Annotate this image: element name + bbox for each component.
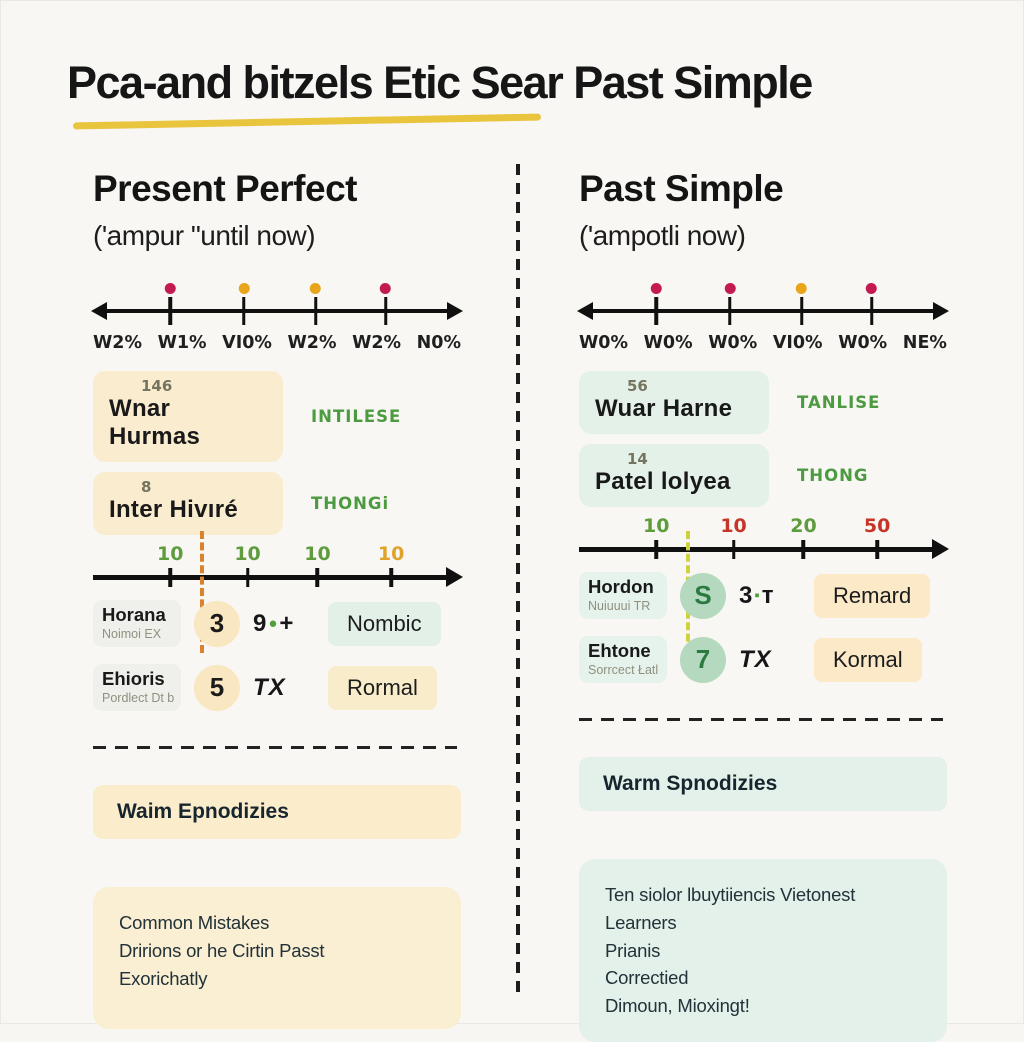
tick-label: W0% (579, 332, 629, 353)
row-subtitle: Pordlect Dt b (102, 691, 175, 706)
arrow-right-icon (933, 302, 949, 320)
axis-line (93, 575, 455, 580)
note-line: Prianis (605, 939, 661, 961)
timeline-dot (310, 283, 321, 294)
section-box: Waim Epnodizies (93, 785, 461, 839)
row-name: Hordon (588, 576, 654, 598)
axis-line (579, 547, 941, 552)
number-line-axis (579, 538, 947, 560)
number-line-tick (389, 568, 393, 587)
arrow-left-icon (577, 302, 593, 320)
info-label: Patel lolyea (595, 467, 731, 495)
info-number: 56 (627, 376, 648, 395)
number-label: 10 (304, 542, 331, 565)
info-number: 8 (141, 477, 152, 496)
row-name-box (579, 636, 667, 683)
glyph-text: ᴛ (761, 581, 774, 609)
section-divider (93, 746, 457, 750)
green-dot-icon: ● (268, 615, 278, 633)
number-line-axis (93, 566, 461, 588)
green-dot-icon: ▪ (754, 587, 760, 605)
row-subtitle: Nuiuuui TR (588, 599, 651, 614)
timeline-labels (579, 333, 947, 353)
number-label: 20 (790, 514, 817, 537)
percent-timeline (93, 296, 461, 353)
comparison-row (93, 662, 461, 714)
glyph-text: 3 (739, 581, 753, 609)
note-line: Dimoun, Mioxingt! (605, 995, 750, 1017)
timeline-dot (380, 283, 391, 294)
timeline-tick (314, 297, 318, 325)
info-box (93, 472, 283, 535)
info-tag: THONG (797, 465, 869, 485)
count-badge: 3 (194, 601, 240, 647)
number-line-labels (579, 515, 947, 537)
number-label: 10 (377, 542, 405, 565)
tick-label: VI0% (772, 332, 823, 353)
comparison-row (579, 570, 947, 622)
timeline-dot (866, 283, 877, 294)
percent-timeline (579, 296, 947, 353)
tick-label: W0% (643, 332, 693, 353)
note-line: Dririons or he Cirtin Passt (119, 939, 325, 961)
timeline-axis (579, 296, 947, 326)
number-label: 50 (863, 514, 891, 537)
notes-box (579, 859, 947, 1042)
column-divider (516, 164, 520, 992)
comparison-row (93, 598, 461, 650)
tick-label: W0% (708, 332, 758, 353)
timeline-tick (870, 297, 874, 325)
info-box (579, 371, 769, 434)
arrow-right-icon (447, 302, 463, 320)
info-number: 14 (627, 449, 648, 468)
column-heading: Present Perfect (93, 168, 357, 209)
row-subtitle: Sorrcect Łatl (588, 663, 659, 678)
value-box: Remard (814, 574, 930, 618)
past-simple-column (579, 161, 947, 1042)
note-line: Ten siolor lbuytiiencis Vietonest Learners (605, 884, 856, 933)
column-subtitle: ('ampotli now) (579, 219, 746, 251)
number-line-tick (875, 540, 879, 559)
row-name-box (93, 664, 181, 711)
row-name-box (93, 600, 181, 647)
arrow-right-icon (446, 567, 463, 587)
notes-box (93, 887, 461, 1029)
timeline-dot (238, 283, 249, 294)
glyph-text: TX (739, 645, 772, 673)
note-line: Correctied (605, 967, 689, 989)
row-name: Ehioris (102, 668, 165, 690)
info-row (579, 371, 947, 434)
number-line-tick (732, 540, 736, 559)
title-underline (73, 114, 541, 130)
timeline-tick (169, 297, 173, 325)
timeline-dot (165, 283, 176, 294)
axis-line (587, 309, 939, 313)
timeline-tick (800, 297, 804, 325)
note-line: Exorichatly (119, 967, 208, 989)
info-number: 146 (141, 376, 173, 395)
timeline-dot (796, 283, 807, 294)
count-badge: 7 (680, 637, 726, 683)
number-line-tick (169, 568, 173, 587)
row-name: Horana (102, 604, 166, 626)
row-subtitle: Noimoi EX (102, 627, 162, 642)
timeline-dot (651, 283, 662, 294)
number-line-labels (93, 543, 461, 565)
info-box (579, 444, 769, 507)
tick-label: N0% (416, 332, 461, 353)
number-label: 10 (643, 514, 670, 537)
comparison-rows (579, 570, 947, 686)
info-row (93, 371, 461, 462)
row-glyph (739, 582, 801, 610)
arrow-left-icon (91, 302, 107, 320)
info-tag: INTILESE (311, 406, 402, 426)
comparison-row (579, 634, 947, 686)
number-line-tick (246, 568, 250, 587)
row-name: Ehtone (588, 640, 651, 662)
timeline-tick (728, 297, 732, 325)
value-box: Kormal (814, 638, 922, 682)
timeline-tick (384, 297, 388, 325)
row-glyph (253, 674, 315, 702)
info-box (93, 371, 283, 462)
number-line (93, 543, 461, 588)
count-badge: 5 (194, 665, 240, 711)
value-box: Rormal (328, 666, 437, 710)
number-line-tick (802, 540, 806, 559)
section-divider (579, 718, 943, 722)
row-glyph (739, 646, 801, 674)
row-name-box (579, 572, 667, 619)
number-line-tick (316, 568, 320, 587)
number-label: 10 (720, 514, 747, 537)
timeline-tick (655, 297, 659, 325)
number-line (579, 515, 947, 560)
tick-label: W1% (157, 332, 207, 353)
timeline-dot (724, 283, 735, 294)
tick-label: W2% (287, 332, 337, 353)
timeline-axis (93, 296, 461, 326)
tick-label: NE% (902, 332, 947, 353)
tick-label: W2% (352, 332, 402, 353)
tick-label: W0% (838, 332, 888, 353)
row-glyph (253, 610, 315, 638)
arrow-right-icon (932, 539, 949, 559)
column-subtitle: ('ampur "until now) (93, 219, 316, 251)
value-box: Nombic (328, 602, 441, 646)
tick-label: W2% (93, 332, 143, 353)
page-title: Pca-and bitzels Etic Sear Past Simple (67, 57, 812, 108)
glyph-text: + (279, 609, 294, 637)
timeline-tick (242, 297, 246, 325)
comparison-rows (93, 598, 461, 714)
column-heading: Past Simple (579, 168, 784, 209)
info-tag: THONGi (311, 493, 390, 513)
info-label: Wnar Hurmas (109, 394, 201, 450)
note-line: Common Mistakes (119, 912, 270, 934)
glyph-text: 9 (253, 609, 267, 637)
info-row (579, 444, 947, 507)
number-label: 10 (234, 542, 261, 565)
timeline-labels (93, 333, 461, 353)
glyph-text: TX (253, 673, 286, 701)
number-line-tick (655, 540, 659, 559)
number-label: 10 (157, 542, 184, 565)
info-label: Inter Hivıré (109, 495, 238, 523)
info-row (93, 472, 461, 535)
section-box: Warm Spnodizies (579, 757, 947, 811)
axis-line (101, 309, 453, 313)
info-label: Wuar Harne (595, 394, 733, 422)
count-badge: S (680, 573, 726, 619)
tick-label: VI0% (222, 332, 272, 353)
info-tag: TANLISE (797, 392, 881, 412)
present-perfect-column (93, 161, 461, 1029)
